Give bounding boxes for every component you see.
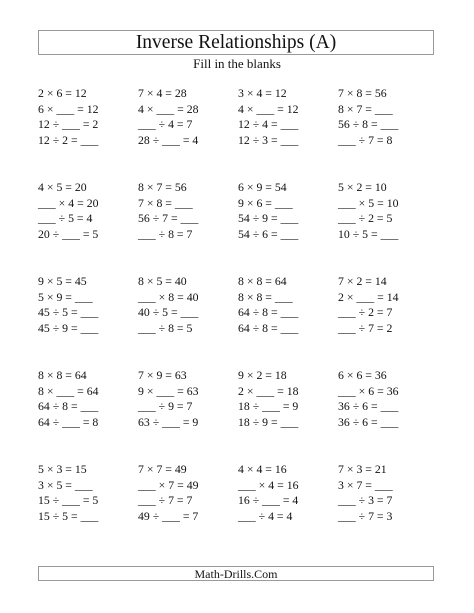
equation: ___ × 8 = 40: [138, 289, 199, 304]
equation: 56 ÷ 7 = ___: [138, 211, 199, 226]
equation: ___ × 5 = 10: [338, 195, 399, 210]
equation: ___ ÷ 9 = 7: [138, 399, 193, 414]
equation: 3 × 4 = 12: [238, 86, 287, 100]
equation: 15 ÷ 5 = ___: [38, 508, 99, 523]
equation: ___ × 4 = 20: [38, 195, 99, 210]
problem-set: [338, 86, 438, 180]
equation: 9 × 5 = 45: [38, 274, 87, 288]
equation: 6 × 9 = 54: [238, 180, 287, 194]
equation: 64 ÷ ___ = 8: [38, 414, 99, 429]
equation: 2 × ___ = 14: [338, 289, 399, 304]
equation: 10 ÷ 5 = ___: [338, 226, 399, 241]
problem-set: [338, 368, 438, 462]
equation: 5 × 9 = ___: [38, 289, 93, 304]
equation: 5 × 3 = 15: [38, 462, 87, 476]
equation: 36 ÷ 6 = ___: [338, 399, 399, 414]
equation: 8 × 7 = 56: [138, 180, 187, 194]
problem-set: [238, 368, 338, 462]
equation: ___ ÷ 4 = 4: [238, 508, 293, 523]
equation: ___ ÷ 2 = 5: [338, 211, 393, 226]
equation: 9 × ___ = 63: [138, 383, 199, 398]
equation: 5 × 2 = 10: [338, 180, 387, 194]
problem-set: [38, 86, 138, 180]
equation: 40 ÷ 5 = ___: [138, 305, 199, 320]
worksheet-instructions: Fill in the blanks: [193, 56, 281, 71]
equation: 8 × ___ = 64: [38, 383, 99, 398]
equation: 36 ÷ 6 = ___: [338, 414, 399, 429]
equation: 6 × 6 = 36: [338, 368, 387, 382]
problem-set: [138, 368, 238, 462]
equation: ___ ÷ 8 = 5: [138, 320, 193, 335]
equation: 7 × 8 = ___: [138, 195, 193, 210]
problem-set: [38, 274, 138, 368]
equation: 8 × 7 = ___: [338, 101, 393, 116]
equation: 64 ÷ 8 = ___: [238, 305, 299, 320]
problem-set: [38, 368, 138, 462]
equation: 20 ÷ ___ = 5: [38, 226, 99, 241]
equation: 7 × 8 = 56: [338, 86, 387, 100]
equation: 8 × 8 = 64: [238, 274, 287, 288]
equation: 63 ÷ ___ = 9: [138, 414, 199, 429]
equation: ___ ÷ 2 = 7: [338, 305, 393, 320]
footer-box: [38, 566, 434, 581]
equation: ___ ÷ 5 = 4: [38, 211, 93, 226]
problem-set: [338, 274, 438, 368]
equation: ___ ÷ 4 = 7: [138, 117, 193, 132]
equation: 12 ÷ 2 = ___: [38, 132, 99, 147]
equation: 4 × 5 = 20: [38, 180, 87, 194]
problem-grid: [38, 86, 438, 556]
problem-set: [38, 462, 138, 556]
equation: ___ × 7 = 49: [138, 477, 199, 492]
equation: 6 × ___ = 12: [38, 101, 99, 116]
equation: 4 × ___ = 12: [238, 101, 299, 116]
equation: 7 × 3 = 21: [338, 462, 387, 476]
equation: ___ ÷ 7 = 8: [338, 132, 393, 147]
equation: 54 ÷ 6 = ___: [238, 226, 299, 241]
equation: 8 × 8 = 64: [38, 368, 87, 382]
problem-set: [338, 462, 438, 556]
equation: 64 ÷ 8 = ___: [238, 320, 299, 335]
equation: ___ × 6 = 36: [338, 383, 399, 398]
equation: 7 × 2 = 14: [338, 274, 387, 288]
problem-set: [138, 274, 238, 368]
equation: 45 ÷ 5 = ___: [38, 305, 99, 320]
equation: ___ ÷ 3 = 7: [338, 493, 393, 508]
equation: 8 × 5 = 40: [138, 274, 187, 288]
equation: 4 × ___ = 28: [138, 101, 199, 116]
equation: 3 × 5 = ___: [38, 477, 93, 492]
equation: 12 ÷ ___ = 2: [38, 117, 99, 132]
equation: 2 × ___ = 18: [238, 383, 299, 398]
problem-set: [338, 180, 438, 274]
equation: ___ ÷ 7 = 2: [338, 320, 393, 335]
equation: 7 × 7 = 49: [138, 462, 187, 476]
equation: ___ ÷ 7 = 3: [338, 508, 393, 523]
equation: 7 × 9 = 63: [138, 368, 187, 382]
problem-set: [238, 462, 338, 556]
worksheet-title: Inverse Relationships (A): [135, 31, 337, 53]
equation: ___ × 4 = 16: [238, 477, 299, 492]
equation: 12 ÷ 3 = ___: [238, 132, 299, 147]
equation: 16 ÷ ___ = 4: [238, 493, 299, 508]
equation: 56 ÷ 8 = ___: [338, 117, 399, 132]
equation: 8 × 8 = ___: [238, 289, 293, 304]
equation: 15 ÷ ___ = 5: [38, 493, 99, 508]
equation: 18 ÷ 9 = ___: [238, 414, 299, 429]
problem-set: [38, 180, 138, 274]
equation: 12 ÷ 4 = ___: [238, 117, 299, 132]
equation: 7 × 4 = 28: [138, 86, 187, 100]
problem-set: [238, 274, 338, 368]
equation: 45 ÷ 9 = ___: [38, 320, 99, 335]
equation: 3 × 7 = ___: [338, 477, 393, 492]
problem-set: [138, 462, 238, 556]
equation: 9 × 2 = 18: [238, 368, 287, 382]
equation: 28 ÷ ___ = 4: [138, 132, 199, 147]
problem-set: [138, 180, 238, 274]
footer-site-name: Math-Drills.Com: [194, 566, 278, 581]
equation: ___ ÷ 8 = 7: [138, 226, 193, 241]
equation: 18 ÷ ___ = 9: [238, 399, 299, 414]
problem-set: [138, 86, 238, 180]
equation: ___ ÷ 7 = 7: [138, 493, 193, 508]
equation: 54 ÷ 9 = ___: [238, 211, 299, 226]
equation: 4 × 4 = 16: [238, 462, 287, 476]
equation: 49 ÷ ___ = 7: [138, 508, 199, 523]
problem-set: [238, 86, 338, 180]
equation: 9 × 6 = ___: [238, 195, 293, 210]
equation: 64 ÷ 8 = ___: [38, 399, 99, 414]
equation: 2 × 6 = 12: [38, 86, 87, 100]
problem-set: [238, 180, 338, 274]
worksheet-title-box: [38, 30, 434, 55]
